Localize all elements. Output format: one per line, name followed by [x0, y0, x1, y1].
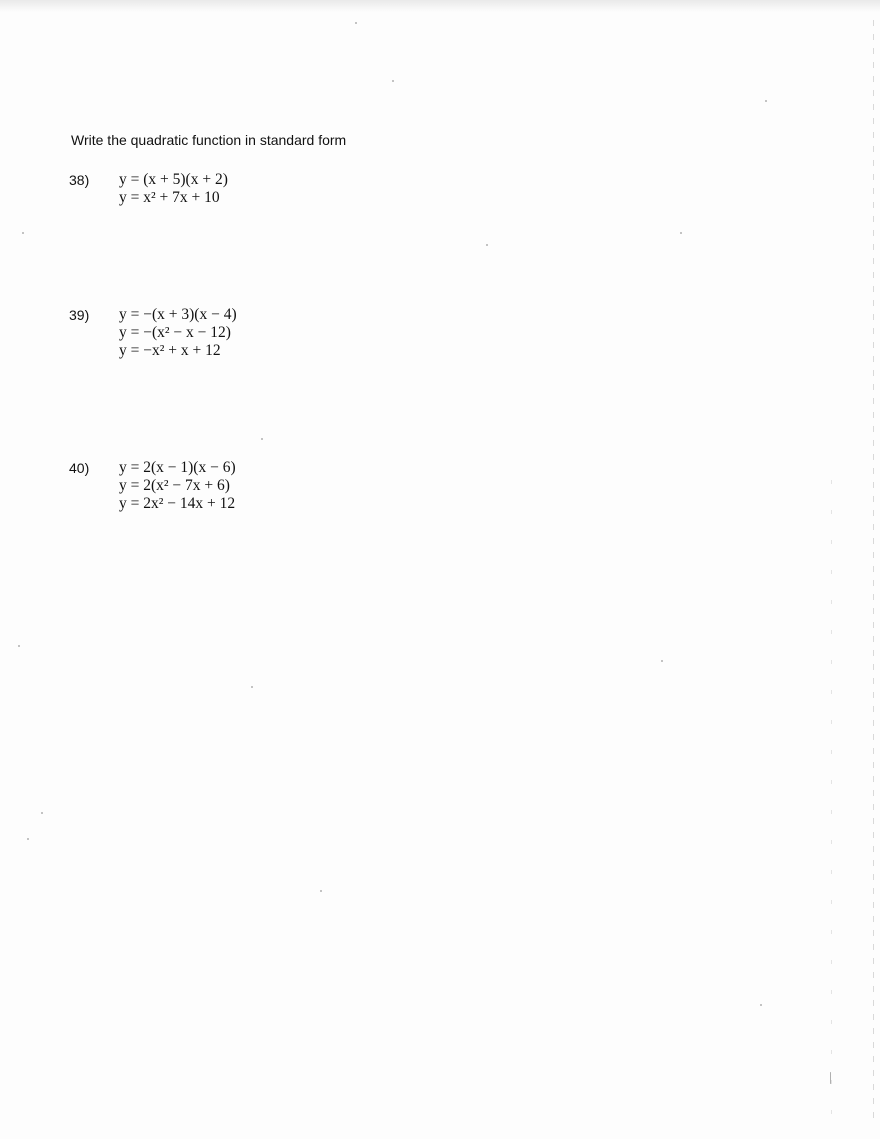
problem-number: 39) — [69, 307, 90, 323]
scan-speck — [261, 438, 263, 440]
scan-speck — [27, 838, 29, 840]
scan-speck — [760, 1004, 762, 1006]
scan-speck — [251, 686, 253, 688]
problem-steps — [119, 306, 237, 360]
scan-artifact-top — [0, 0, 880, 12]
step-line: y = 2(x² − 7x + 6) — [119, 477, 230, 494]
problem-number: 40) — [69, 460, 90, 476]
scan-speck — [486, 244, 488, 246]
scan-speck — [22, 232, 24, 234]
problem-number: 38) — [69, 172, 90, 188]
scan-speck — [18, 645, 20, 647]
scan-speck — [765, 100, 767, 102]
scan-speck — [41, 812, 43, 814]
worksheet-instruction: Write the quadratic function in standard form — [71, 132, 347, 148]
step-line: y = −x² + x + 12 — [119, 342, 221, 359]
step-line: y = (x + 5)(x + 2) — [119, 171, 228, 188]
scan-speck — [355, 22, 357, 24]
scan-speck — [320, 890, 322, 892]
problem-steps — [119, 171, 228, 207]
step-line: y = −(x + 3)(x − 4) — [119, 306, 237, 323]
problem-steps — [119, 459, 236, 513]
step-line: y = x² + 7x + 10 — [119, 189, 220, 206]
scan-speck — [680, 232, 682, 234]
scan-speck — [392, 80, 394, 82]
step-line: y = −(x² − x − 12) — [119, 324, 231, 341]
step-line: y = 2(x − 1)(x − 6) — [119, 459, 236, 476]
scan-artifact-right-edge — [873, 20, 874, 1120]
scan-speck — [830, 1072, 831, 1084]
scan-artifact-right-line — [831, 480, 832, 1120]
scan-speck — [661, 660, 663, 662]
step-line: y = 2x² − 14x + 12 — [119, 495, 236, 512]
